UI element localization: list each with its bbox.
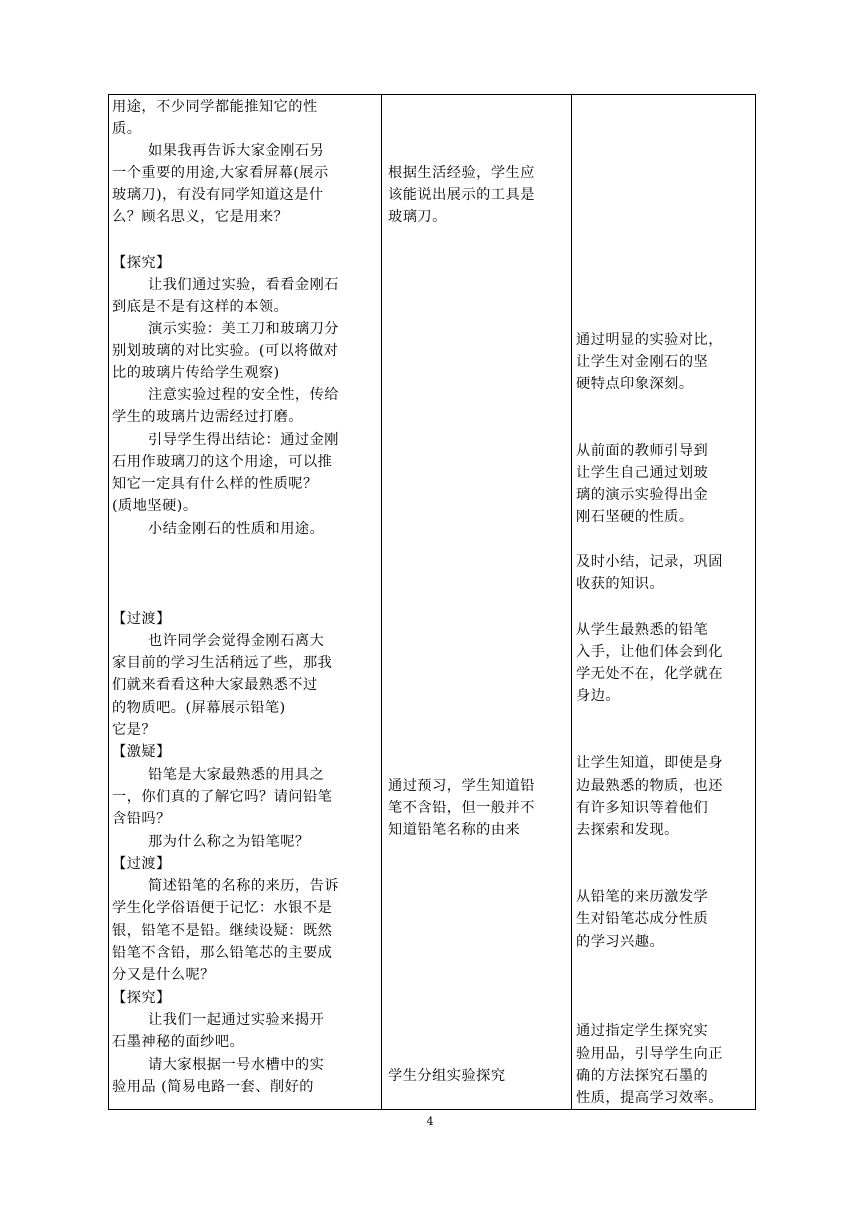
text-line: 引导学生得出结论：通过金刚	[148, 432, 339, 448]
text-line: 硬特点印象深刻。	[576, 376, 694, 392]
section-heading: 【过渡】	[112, 856, 171, 872]
text-line: 石墨神秘的面纱吧。	[112, 1034, 245, 1050]
text-line: 让我们通过实验，看看金刚石	[148, 277, 339, 293]
text-line: 入手，让他们体会到化	[576, 644, 723, 660]
text-line: 从前面的教师引导到	[576, 443, 709, 459]
text-line: 确的方法探究石墨的	[576, 1068, 709, 1084]
lesson-plan-table	[108, 94, 756, 1110]
text-line: 学生化学俗语便于记忆：水银不是	[112, 900, 333, 916]
text-line: 简述铅笔的名称的来历，告诉	[148, 878, 339, 894]
text-line: 收获的知识。	[576, 576, 665, 592]
text-line: 请大家根据一号水槽中的实	[148, 1057, 325, 1073]
text-line: 知它一定具有什么样的性质呢？	[112, 476, 318, 492]
text-line: 验用品，引导学生向正	[576, 1046, 723, 1062]
student-activity-column	[388, 95, 566, 1109]
text-line: 刚石坚硬的性质。	[576, 509, 694, 525]
text-line: 玻璃刀)，有没有同学知道这是什	[112, 187, 324, 203]
teacher-activity-column	[112, 95, 377, 1109]
text-line: 让学生知道，即使是身	[576, 755, 723, 771]
text-line: 的学习兴趣。	[576, 934, 665, 950]
text-line: (质地坚硬)。	[112, 498, 198, 514]
text-line: 一，你们真的了解它吗？请问铅笔	[112, 789, 333, 805]
text-line: 小结金刚石的性质和用途。	[148, 521, 325, 537]
text-line: 们就来看看这种大家最熟悉不过	[112, 677, 318, 693]
text-line: 验用品 (简易电路一套、削好的	[112, 1079, 314, 1095]
text-line: 注意实验过程的安全性，传给	[148, 387, 339, 403]
text-line: 它是？	[112, 722, 157, 738]
page-number: 4	[426, 1115, 434, 1128]
text-line: 的物质吧。(屏幕展示铅笔)	[112, 700, 286, 716]
section-heading: 【激疑】	[112, 744, 171, 760]
text-line: 该能说出展示的工具是	[388, 187, 535, 203]
text-line: 学生的玻璃片边需经过打磨。	[112, 409, 303, 425]
text-line: 学生分组实验探究	[388, 1068, 506, 1084]
text-line: 家目前的学习生活稍远了些，那我	[112, 655, 333, 671]
text-line: 学无处不在，化学就在	[576, 666, 723, 682]
text-line: 根据生活经验，学生应	[388, 165, 535, 181]
text-line: 让学生对金刚石的坚	[576, 354, 709, 370]
text-line: 玻璃刀。	[388, 209, 447, 225]
section-heading: 【探究】	[112, 990, 171, 1006]
text-line: 及时小结，记录，巩固	[576, 554, 723, 570]
text-line: 分又是什么呢？	[112, 967, 215, 983]
text-line: 一个重要的用途,大家看屏幕(展示	[112, 165, 329, 181]
section-heading: 【过渡】	[112, 611, 171, 627]
text-line: 有许多知识等着他们	[576, 800, 709, 816]
text-line: 么？顾名思义，它是用来？	[112, 209, 289, 225]
text-line: 生对铅笔芯成分性质	[576, 911, 709, 927]
text-line: 也许同学会觉得金刚石离大	[148, 633, 325, 649]
text-line: 别划玻璃的对比实验。(可以将做对	[112, 343, 339, 359]
text-line: 性质，提高学习效率。	[576, 1090, 723, 1106]
text-line: 从学生最熟悉的铅笔	[576, 622, 709, 638]
text-line: 去探索和发现。	[576, 822, 679, 838]
text-line: 从铅笔的来历激发学	[576, 889, 709, 905]
text-line: 璃的演示实验得出金	[576, 487, 709, 503]
text-line: 质。	[112, 121, 142, 137]
text-line: 让我们一起通过实验来揭开	[148, 1012, 325, 1028]
text-line: 用途，不少同学都能推知它的性	[112, 99, 318, 115]
text-line: 石用作玻璃刀的这个用途，可以推	[112, 454, 333, 470]
text-line: 比的玻璃片传给学生观察)	[112, 365, 280, 381]
text-line: 铅笔不含铅，那么铅笔芯的主要成	[112, 945, 333, 961]
text-line: 身边。	[576, 688, 621, 704]
text-line: 通过明显的实验对比，	[576, 332, 723, 348]
text-line: 通过预习，学生知道铅	[388, 778, 535, 794]
text-line: 知道铅笔名称的由来	[388, 822, 521, 838]
text-line: 边最熟悉的物质，也还	[576, 778, 723, 794]
column-divider	[571, 95, 572, 1109]
section-heading: 【探究】	[112, 255, 171, 271]
text-line: 含铅吗？	[112, 811, 171, 827]
text-line: 让学生自己通过划玻	[576, 465, 709, 481]
design-intent-column	[576, 95, 754, 1109]
text-line: 如果我再告诉大家金刚石另	[148, 143, 325, 159]
text-line: 铅笔是大家最熟悉的用具之	[148, 767, 325, 783]
column-divider	[381, 95, 382, 1109]
text-line: 那为什么称之为铅笔呢？	[148, 834, 310, 850]
text-line: 到底是不是有这样的本领。	[112, 299, 289, 315]
text-line: 笔不含铅，但一般并不	[388, 800, 535, 816]
text-line: 演示实验：美工刀和玻璃刀分	[148, 321, 339, 337]
text-line: 通过指定学生探究实	[576, 1023, 709, 1039]
text-line: 银，铅笔不是铅。继续设疑：既然	[112, 923, 333, 939]
